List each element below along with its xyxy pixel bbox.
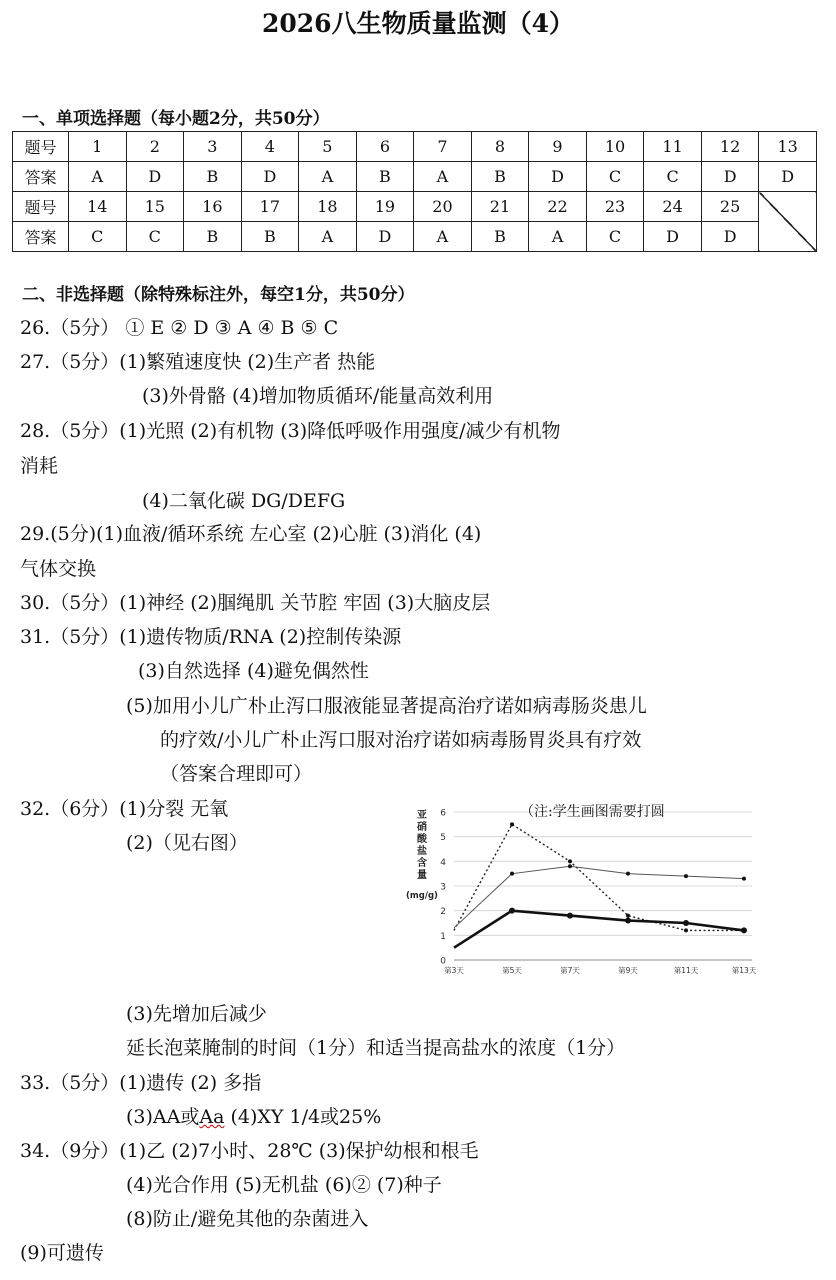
data-point — [568, 859, 572, 863]
x-tick-label: 第7天 — [560, 966, 580, 975]
x-tick-label: 第13天 — [731, 966, 757, 975]
table-cell: 9 — [529, 132, 587, 162]
data-point — [509, 908, 515, 914]
table-cell: 7 — [414, 132, 472, 162]
table-cell: C — [644, 162, 702, 192]
table-cell: 19 — [356, 192, 414, 222]
table-cell: D — [126, 162, 184, 192]
table-cell: 17 — [241, 192, 299, 222]
answer-line: (8)防止/避免其他的杂菌进入 — [126, 1208, 369, 1230]
table-cell: C — [69, 222, 127, 252]
empty-diagonal-cell — [759, 192, 817, 252]
row-label: 题号 — [13, 192, 69, 222]
table-cell: 5 — [299, 132, 357, 162]
table-cell: 15 — [126, 192, 184, 222]
x-tick-label: 第11天 — [673, 966, 699, 975]
data-point — [741, 927, 747, 933]
answer-line: (3)外骨骼 (4)增加物质循环/能量高效利用 — [142, 385, 494, 407]
chart-note: （注:学生画图需要打圆 — [520, 804, 665, 820]
table-cell: 8 — [471, 132, 529, 162]
table-cell: 24 — [644, 192, 702, 222]
answer-line: (4)二氧化碳 DG/DEFG — [142, 490, 346, 512]
table-cell: 11 — [644, 132, 702, 162]
y-tick-label: 4 — [440, 857, 446, 868]
table-cell: B — [184, 222, 242, 252]
answer-line: 34.（9分）(1)乙 (2)7小时、28℃ (3)保护幼根和根毛 — [20, 1140, 479, 1162]
answer-table — [12, 131, 817, 252]
table-cell: B — [184, 162, 242, 192]
answer-text: (3)AA或 — [126, 1106, 200, 1128]
x-tick-label: 第9天 — [618, 966, 638, 975]
table-cell: D — [759, 162, 817, 192]
table-cell: C — [586, 222, 644, 252]
data-point — [626, 872, 630, 876]
data-point — [626, 914, 630, 918]
answer-line: 27.（5分）(1)繁殖速度快 (2)生产者 热能 — [20, 351, 376, 373]
answer-line: 33.（5分）(1)遗传 (2) 多指 — [20, 1072, 262, 1094]
answer-line: 31.（5分）(1)遗传物质/RNA (2)控制传染源 — [20, 626, 402, 648]
answer-line: （答案合理即可） — [160, 763, 313, 785]
table-cell: 4 — [241, 132, 299, 162]
table-cell: 13 — [759, 132, 817, 162]
table-cell: 22 — [529, 192, 587, 222]
data-point — [510, 822, 514, 826]
answer-line: (3)自然选择 (4)避免偶然性 — [138, 660, 369, 682]
y-axis-label-char: 硝 — [417, 822, 427, 833]
table-cell: 12 — [701, 132, 759, 162]
table-cell: A — [529, 222, 587, 252]
y-tick-label: 3 — [440, 882, 446, 893]
y-tick-label: 0 — [440, 956, 446, 967]
table-cell: B — [356, 162, 414, 192]
section2-heading: 二、非选择题（除特殊标注外，每空1分，共50分） — [22, 285, 415, 305]
y-axis-label-char: 含 — [417, 858, 427, 869]
table-cell: A — [414, 222, 472, 252]
table-cell: B — [241, 222, 299, 252]
answer-line: (3)先增加后减少 — [126, 1003, 267, 1025]
table-cell: B — [471, 222, 529, 252]
table-cell: 10 — [586, 132, 644, 162]
answer-line: (2)（见右图） — [126, 832, 248, 854]
table-cell: A — [69, 162, 127, 192]
table-cell: A — [299, 162, 357, 192]
chart-svg — [402, 800, 760, 980]
table-cell: 25 — [701, 192, 759, 222]
table-cell: 21 — [471, 192, 529, 222]
y-axis-label-char: 酸 — [417, 834, 427, 845]
table-cell: C — [126, 222, 184, 252]
row-label: 题号 — [13, 132, 69, 162]
table-cell: B — [471, 162, 529, 192]
answer-line: 30.（5分）(1)神经 (2)腘绳肌 关节腔 牢固 (3)大脑皮层 — [20, 592, 491, 614]
table-cell: 6 — [356, 132, 414, 162]
table-cell: D — [529, 162, 587, 192]
table-cell: 18 — [299, 192, 357, 222]
answer-line: 气体交换 — [20, 558, 97, 580]
series-line-bold — [454, 911, 744, 948]
table-cell: A — [299, 222, 357, 252]
series-line-dotted — [454, 824, 744, 930]
x-tick-label: 第5天 — [502, 966, 522, 975]
data-point — [625, 918, 631, 924]
data-point — [742, 877, 746, 881]
table-cell: D — [701, 222, 759, 252]
table-cell: D — [241, 162, 299, 192]
x-tick-label: 第3天 — [444, 966, 464, 975]
data-point — [683, 920, 689, 926]
data-point — [510, 872, 514, 876]
answer-line: 26.（5分） ① E ② D ③ A ④ B ⑤ C — [20, 317, 339, 339]
data-point — [568, 864, 572, 868]
row-label: 答案 — [13, 222, 69, 252]
data-point — [684, 874, 688, 878]
answer-line: 延长泡菜腌制的时间（1分）和适当提高盐水的浓度（1分） — [126, 1037, 626, 1059]
answer-text: (4)XY 1/4或25% — [224, 1106, 382, 1128]
table-cell: A — [414, 162, 472, 192]
table-cell: 16 — [184, 192, 242, 222]
table-cell: 2 — [126, 132, 184, 162]
table-cell: 1 — [69, 132, 127, 162]
answer-line: 32.（6分）(1)分裂 无氧 — [20, 798, 229, 820]
table-cell: D — [356, 222, 414, 252]
table-row — [13, 162, 817, 192]
table-cell: 20 — [414, 192, 472, 222]
spellcheck-underlined-text: Aa — [199, 1106, 225, 1128]
y-axis-unit: (mg/g) — [406, 891, 438, 901]
table-row — [13, 132, 817, 162]
y-axis-label-char: 亚 — [417, 810, 427, 821]
y-axis-label-char: 量 — [417, 870, 427, 881]
answer-line: 29.(5分)(1)血液/循环系统 左心室 (2)心脏 (3)消化 (4) — [20, 523, 482, 545]
section1-heading: 一、单项选择题（每小题2分，共50分） — [22, 109, 330, 129]
answer-line: 的疗效/小儿广朴止泻口服对治疗诺如病毒肠胃炎具有疗效 — [160, 729, 642, 751]
table-cell: 3 — [184, 132, 242, 162]
table-cell: 14 — [69, 192, 127, 222]
data-point — [567, 913, 573, 919]
answer-line: (4)光合作用 (5)无机盐 (6)② (7)种子 — [126, 1174, 442, 1196]
y-tick-label: 6 — [440, 808, 446, 819]
data-point — [684, 928, 688, 932]
y-tick-label: 5 — [440, 833, 446, 844]
answer-line: 28.（5分）(1)光照 (2)有机物 (3)降低呼吸作用强度/减少有机物 — [20, 420, 561, 442]
table-row — [13, 222, 817, 252]
answer-line: 消耗 — [20, 455, 59, 477]
page-title: 2026八生物质量监测（4） — [262, 9, 574, 38]
answer-line — [126, 1102, 381, 1129]
table-cell: C — [586, 162, 644, 192]
table-cell: 23 — [586, 192, 644, 222]
y-axis-label-char: 盐 — [417, 846, 427, 857]
answer-line: (5)加用小儿广朴止泻口服液能显著提高治疗诺如病毒肠炎患儿 — [126, 695, 647, 717]
table-cell: D — [644, 222, 702, 252]
answer-line: (9)可遗传 — [20, 1242, 104, 1264]
y-tick-label: 1 — [440, 931, 446, 942]
row-label: 答案 — [13, 162, 69, 192]
y-tick-label: 2 — [440, 907, 446, 918]
table-cell: D — [701, 162, 759, 192]
nitrite-chart — [402, 800, 760, 980]
table-row — [13, 192, 817, 222]
